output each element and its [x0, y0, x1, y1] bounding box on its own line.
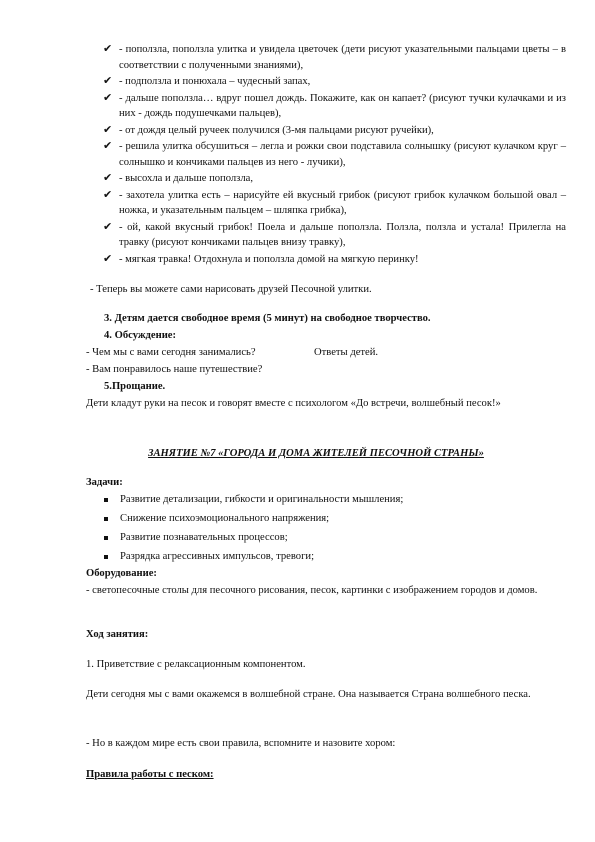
list-item: ✔ - дальше поползла… вдруг пошел дождь. Покажите, как он капает? (рисуют тучки кулачками и из них - дождь подушечками пальцев),: [103, 91, 566, 119]
checkmark-icon: ✔: [103, 220, 113, 233]
list-item: ✔ - мягкая травка! Отдохнула и поползла домой на мягкую перинку!: [104, 252, 566, 268]
question-2: - Вам понравилось наше путешествие?: [86, 364, 263, 375]
square-bullet-icon: [104, 536, 108, 540]
list-item: Развитие детализации, гибкости и оригинальности мышления;: [104, 492, 403, 511]
farewell-text: Дети кладут руки на песок и говорят вместе с психологом «До встречи, волшебный песок!»: [86, 398, 501, 409]
intro-text: Дети сегодня мы с вами окажемся в волшебной стране. Она называется Страна волшебного песка.: [86, 689, 531, 700]
equipment-heading: Оборудование:: [86, 568, 157, 579]
now-draw-text: - Теперь вы можете сами нарисовать друзей Песочной улитки.: [90, 284, 372, 295]
rules-heading: Правила работы с песком:: [86, 769, 214, 780]
checkmark-icon: ✔: [103, 188, 113, 201]
list-item: Снижение психоэмоционального напряжения;: [104, 511, 403, 530]
list-item: ✔ - поползла, поползла улитка и увидела цветочек (дети рисуют указательными пальцами цветы – в соответствии с полученными знаниями),: [103, 43, 566, 71]
course-heading: Ход занятия:: [86, 629, 149, 640]
checkmark-icon: ✔: [103, 140, 113, 152]
step-4-heading: 4. Обсуждение:: [104, 330, 177, 341]
question-1-answer: Ответы детей.: [314, 347, 379, 358]
list-item: ✔ - захотела улитка есть – нарисуйте ей вкусный грибок (рисуют грибок кулачком большой овал – ножка, и указательным пальцем – шляпка грибка),: [103, 188, 566, 216]
question-1: - Чем мы с вами сегодня занимались?: [86, 347, 256, 358]
list-item: ✔ - решила улитка обсушиться – легла и рожки свои подставила солнышку (рисуют кулачком круг – солнышко и кончиками пальцев из него - лучики),: [103, 140, 566, 168]
lesson-title: ЗАНЯТИЕ №7 «ГОРОДА И ДОМА ЖИТЕЛЕЙ ПЕСОЧНОЙ СТРАНЫ»: [148, 448, 484, 459]
equipment-text: - светопесочные столы для песочного рисования, песок, картинки с изображением городов и домов.: [86, 585, 538, 596]
tasks-heading: Задачи:: [86, 477, 123, 488]
step-3-heading: 3. Детям дается свободное время (5 минут) на свободное творчество.: [104, 313, 431, 324]
activity-checklist: [104, 42, 566, 268]
checkmark-icon: ✔: [103, 75, 113, 87]
list-item: Развитие познавательных процессов;: [104, 530, 403, 549]
checkmark-icon: ✔: [103, 123, 113, 136]
checkmark-icon: ✔: [103, 43, 113, 55]
checkmark-icon: ✔: [103, 252, 113, 265]
step-1-heading: 1. Приветствие с релаксационным компонентом.: [86, 659, 306, 670]
checkmark-icon: ✔: [103, 172, 113, 184]
tasks-list: [104, 492, 403, 568]
list-item: Разрядка агрессивных импульсов, тревоги;: [104, 549, 403, 568]
checkmark-icon: ✔: [103, 91, 113, 104]
list-item: ✔ - подползла и понюхала – чудесный запах,: [104, 74, 566, 90]
step-5-heading: 5.Прощание.: [104, 381, 166, 392]
square-bullet-icon: [104, 498, 108, 502]
rules-intro-text: - Но в каждом мире есть свои правила, вспомните и назовите хором:: [86, 738, 396, 749]
list-item: ✔ - высохла и дальше поползла,: [104, 171, 566, 187]
list-item: ✔ - от дождя целый ручеек получился (3-мя пальцами рисуют ручейки),: [104, 123, 566, 139]
list-item: ✔ - ой, какой вкусный грибок! Поела и дальше поползла. Ползла, ползла и устала! Прилегла на травку (рисуют кончиками пальцев внизу травку),: [103, 220, 566, 248]
square-bullet-icon: [104, 517, 108, 521]
square-bullet-icon: [104, 555, 108, 559]
